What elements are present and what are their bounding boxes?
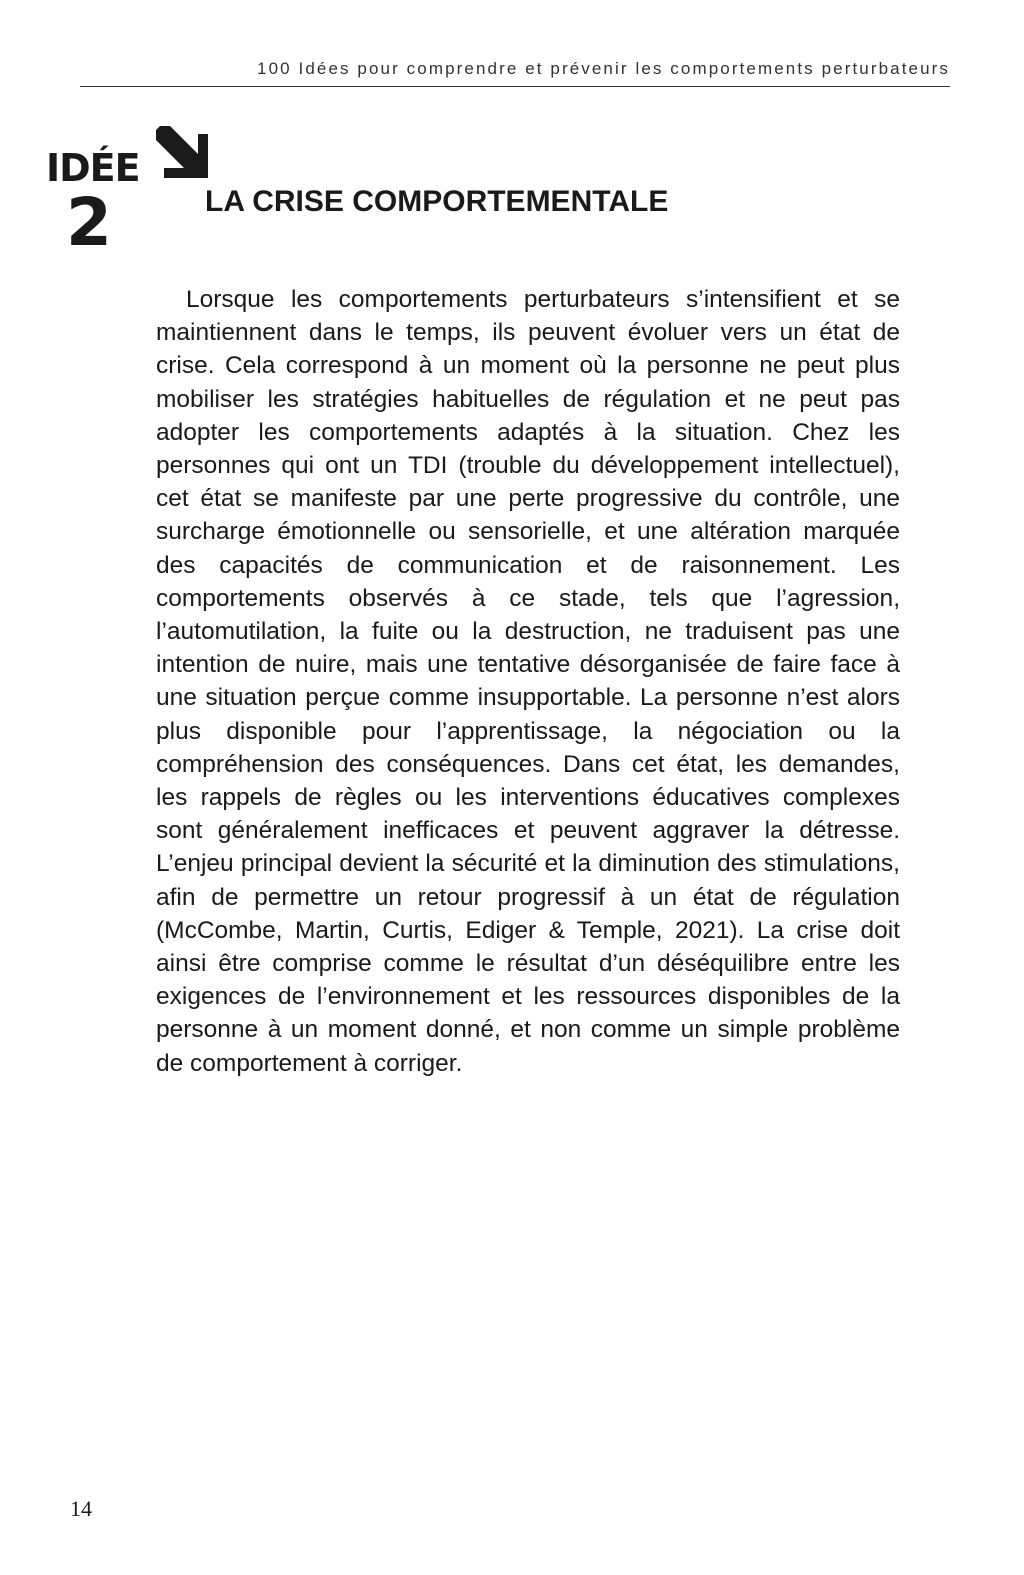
body-paragraph: Lorsque les comportements perturbateurs s’intensifient et se maintiennent dans le temps, ils peuvent évoluer vers un état de crise. Cela correspond à un moment où la personne ne peut plus mobiliser les stratégies habituelles de régulation et ne peut pas adopter les comportements adaptés à la situation. Chez les personnes qui ont un TDI (trouble du développement intellectuel), cet état se manifeste par une perte progressive du contrôle, une surcharge émotionnelle ou sensorielle, et une altération marquée des capacités de communication et de raisonnement. Les comportements observés à ce stade, tels que l’agression, l’automutilation, la fuite ou la destruction, ne traduisent pas une intention de nuire, mais une tentative désorganisée de faire face à une situation perçue comme insupportable. La personne n’est alors plus disponible pour l’apprentissage, la négociation ou la compréhension des conséquences. Dans cet état, les demandes, les rappels de règles ou les interventions éducatives complexes sont généralement inefficaces et peuvent aggraver la détresse. L’enjeu principal devient la sécurité et la diminution des stimulations, afin de permettre un retour progressif à un état de régulation (McCombe, Martin, Curtis, Ediger & Temple, 2021). La crise doit ainsi être comprise comme le résultat d’un déséquilibre entre les exigences de l’environnement et les ressources disponibles de la personne à un moment donné, et non comme un simple problème de comportement à corriger.	[156, 286, 900, 1077]
page-number: 14	[70, 1496, 92, 1521]
idea-label: IDÉE	[46, 146, 140, 190]
chapter-title: LA CRISE COMPORTEMENTALE	[205, 185, 669, 218]
running-header: 100 Idées pour comprendre et prévenir les comportements perturbateurs	[80, 58, 950, 87]
arrow-down-right-icon	[150, 120, 212, 182]
idea-number: 2	[66, 184, 112, 261]
